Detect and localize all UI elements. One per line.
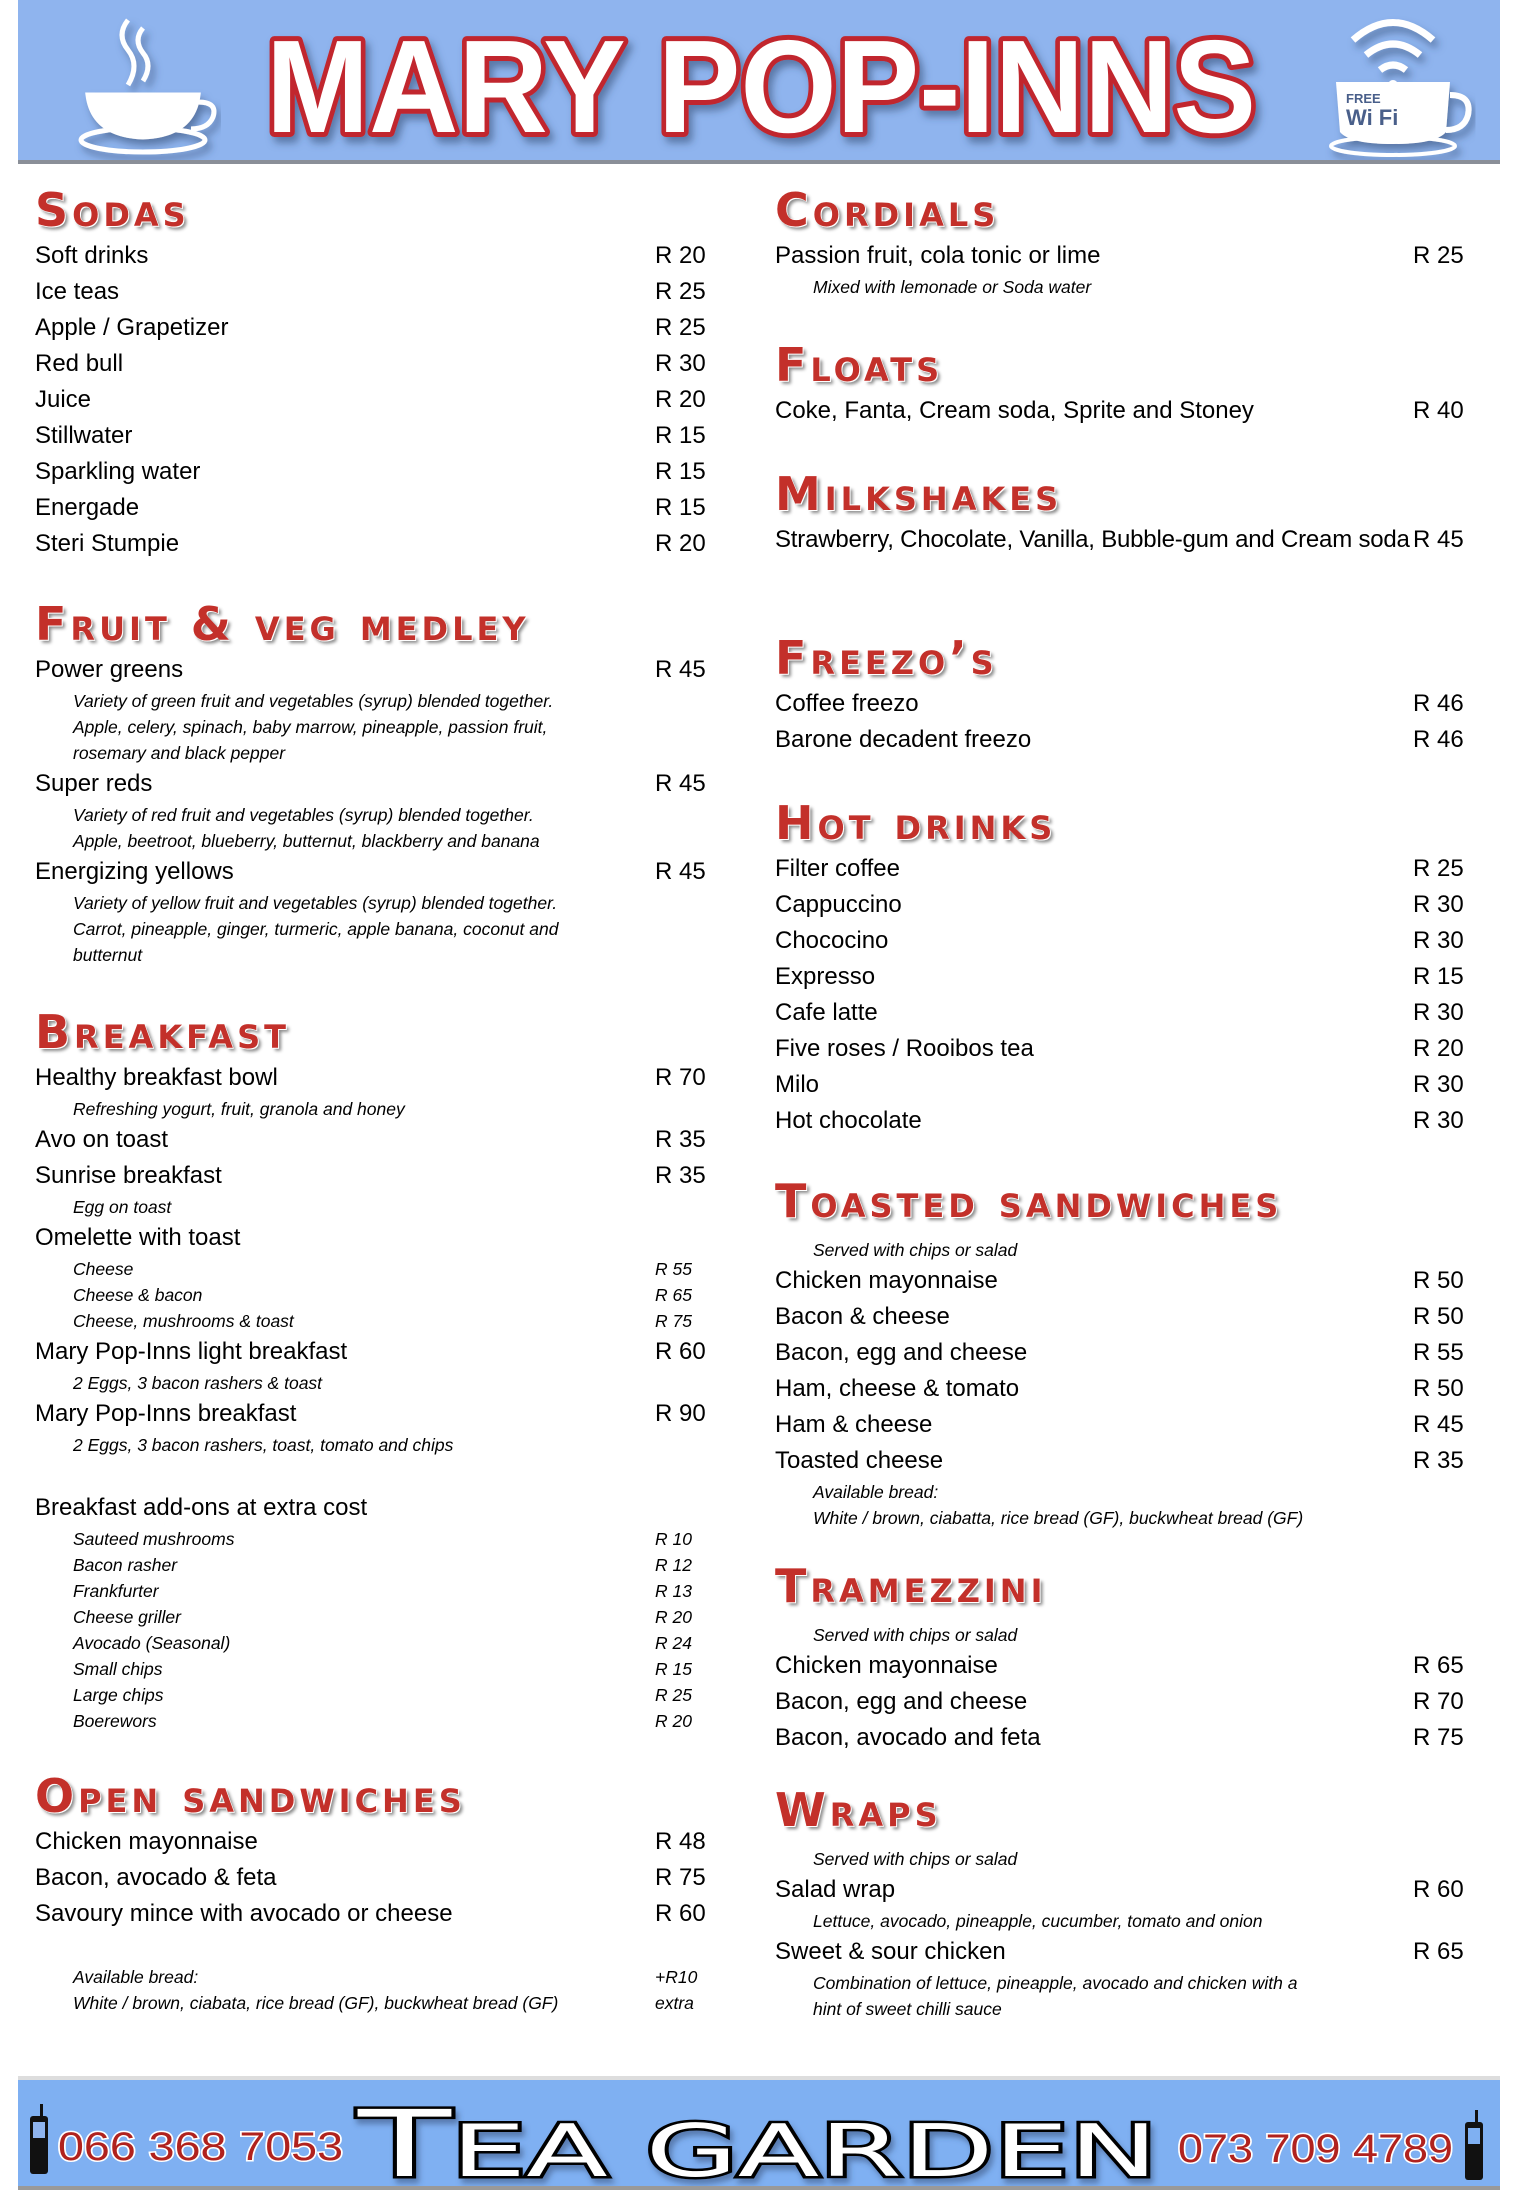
free-wifi-cup-icon (1331, 23, 1469, 156)
item-name: Energade (35, 494, 140, 521)
item-price: R 60 (655, 1900, 706, 1927)
menu-item (35, 1490, 740, 1526)
menu-item (775, 1872, 1485, 1908)
phone-number-left[interactable]: 066 368 7053 (58, 2125, 343, 2169)
item-price: R 45 (1413, 526, 1464, 553)
footer-graphic (18, 2080, 1500, 2186)
menu-item (35, 1334, 740, 1370)
menu-item (35, 526, 740, 562)
menu-item (775, 1031, 1485, 1067)
section-cordials (775, 182, 1485, 300)
item-name: Lettuce, avocado, pineapple, cucumber, tomato and onion (813, 1910, 1263, 1931)
wifi-free-label: FREE (1346, 91, 1381, 106)
item-name: White / brown, ciabata, rice bread (GF), buckwheat bread (GF) (73, 1992, 559, 2013)
menu-item (35, 310, 740, 346)
section-heading: Floats (775, 338, 944, 392)
menu-item (775, 1720, 1485, 1756)
item-name: 2 Eggs, 3 bacon rashers & toast (73, 1372, 323, 1393)
item-name: 2 Eggs, 3 bacon rashers, toast, tomato and chips (73, 1434, 454, 1455)
menu-item (775, 1648, 1485, 1684)
menu-item (775, 923, 1485, 959)
item-price: R 20 (655, 1606, 692, 1627)
item-name: Cappuccino (775, 891, 902, 918)
item-name: Egg on toast (73, 1196, 172, 1217)
menu-item (35, 490, 740, 526)
item-price: extra (655, 1992, 694, 2013)
menu-item (775, 522, 1485, 558)
item-name: Ham, cheese & tomato (775, 1375, 1020, 1402)
item-price: R 15 (655, 494, 706, 521)
menu-item (35, 346, 740, 382)
mobile-phone-icon (1465, 2110, 1483, 2180)
section-heading: Open sandwiches (35, 1769, 466, 1823)
menu-item (35, 652, 740, 688)
item-price: R 60 (655, 1338, 706, 1365)
item-price: R 75 (1413, 1724, 1464, 1751)
item-price: R 46 (1413, 690, 1464, 717)
item-price: R 20 (655, 386, 706, 413)
item-name: Omelette with toast (35, 1224, 241, 1251)
item-name: Bacon, egg and cheese (775, 1688, 1028, 1715)
menu-item-note (35, 1432, 740, 1458)
item-price: R 25 (655, 1684, 692, 1705)
item-name: Mary Pop-Inns light breakfast (35, 1338, 348, 1365)
item-name: White / brown, ciabatta, rice bread (GF), buckwheat bread (GF) (813, 1507, 1304, 1528)
menu-item-note (35, 714, 740, 740)
item-name: Available bread: (73, 1966, 199, 1987)
menu-item-note (35, 1370, 740, 1396)
section-heading: Tramezzini (775, 1559, 1047, 1613)
item-price: R 75 (655, 1864, 706, 1891)
item-name: Chococino (775, 927, 889, 954)
section-breakfast (35, 1004, 740, 1734)
item-name: Avo on toast (35, 1126, 168, 1153)
item-price: R 25 (1413, 855, 1464, 882)
item-name: Savoury mince with avocado or cheese (35, 1900, 453, 1927)
item-name: Apple, beetroot, blueberry, butternut, blackberry and banana (73, 830, 540, 851)
item-name: Breakfast add-ons at extra cost (35, 1494, 368, 1521)
item-name: Milo (775, 1071, 820, 1098)
item-name: Served with chips or salad (813, 1848, 1018, 1869)
item-name: Coke, Fanta, Cream soda, Sprite and Stoney (775, 397, 1254, 424)
section-toasted-sandwiches (775, 1173, 1485, 1531)
footer-banner (18, 2076, 1500, 2190)
item-name: Refreshing yogurt, fruit, granola and honey (73, 1098, 405, 1119)
item-price: R 70 (1413, 1688, 1464, 1715)
menu-sub-item (35, 1682, 740, 1708)
item-name: Energizing yellows (35, 858, 234, 885)
menu-item (35, 238, 740, 274)
item-price: R 15 (655, 422, 706, 449)
item-price: R 30 (1413, 927, 1464, 954)
section-sodas (35, 182, 740, 562)
item-name: Bacon, avocado & feta (35, 1864, 277, 1891)
item-name: Boerewors (73, 1710, 157, 1731)
menu-item (775, 851, 1485, 887)
item-name: Apple / Grapetizer (35, 314, 229, 341)
item-name: Red bull (35, 350, 124, 377)
menu-item-note (35, 942, 740, 968)
item-name: Five roses / Rooibos tea (775, 1035, 1034, 1062)
item-price: R 70 (655, 1064, 706, 1091)
menu-item (775, 393, 1485, 429)
menu-item (775, 1103, 1485, 1139)
item-name: Sauteed mushrooms (73, 1528, 235, 1549)
item-price: R 55 (1413, 1339, 1464, 1366)
item-name: Coffee freezo (775, 690, 919, 717)
item-name: Steri Stumpie (35, 530, 180, 557)
menu-sub-item (35, 1308, 740, 1334)
phone-number-right[interactable]: 073 709 4789 (1178, 2127, 1453, 2171)
menu-item-note (35, 828, 740, 854)
menu-sub-item (35, 1604, 740, 1630)
item-name: Served with chips or salad (813, 1239, 1018, 1260)
item-name: Cafe latte (775, 999, 878, 1026)
item-name: Bacon & cheese (775, 1303, 950, 1330)
item-name: Filter coffee (775, 855, 900, 882)
menu-item (35, 1060, 740, 1096)
item-name: Healthy breakfast bowl (35, 1064, 278, 1091)
item-price: R 50 (1413, 1303, 1464, 1330)
item-name: Toasted cheese (775, 1447, 944, 1474)
menu-item-note (35, 688, 740, 714)
item-price: R 75 (655, 1310, 692, 1331)
menu-item-note (35, 802, 740, 828)
item-price: R 35 (655, 1126, 706, 1153)
menu-item-note (35, 1194, 740, 1220)
coffee-cup-icon (81, 20, 214, 152)
item-name: hint of sweet chilli sauce (813, 1998, 1002, 2019)
item-price: R 48 (655, 1828, 706, 1855)
menu-item (775, 959, 1485, 995)
item-name: Salad wrap (775, 1876, 896, 1903)
item-name: Cheese griller (73, 1606, 181, 1627)
item-price: R 40 (1413, 397, 1464, 424)
menu-item (35, 1860, 740, 1896)
menu-item (35, 766, 740, 802)
item-name: Small chips (73, 1658, 163, 1679)
item-name: Mary Pop-Inns breakfast (35, 1400, 297, 1427)
section-heading: Breakfast (35, 1005, 290, 1059)
menu-sub-item (35, 1578, 740, 1604)
item-name: Ice teas (35, 278, 120, 305)
menu-item-note (775, 1908, 1485, 1934)
item-name: Sunrise breakfast (35, 1162, 222, 1189)
item-price: R 45 (655, 858, 706, 885)
mobile-phone-icon (30, 2104, 48, 2174)
item-price: R 65 (1413, 1938, 1464, 1965)
item-price: R 10 (655, 1528, 692, 1549)
menu-item (775, 1407, 1485, 1443)
item-name: Cheese & bacon (73, 1284, 203, 1305)
item-name: Avocado (Seasonal) (73, 1632, 231, 1653)
item-name: Stillwater (35, 422, 133, 449)
section-open-sandwiches (35, 1768, 740, 2016)
menu-item-note (775, 1970, 1485, 1996)
item-name: Bacon, egg and cheese (775, 1339, 1028, 1366)
item-name: Cheese, mushrooms & toast (73, 1310, 294, 1331)
menu-item-note (35, 916, 740, 942)
menu-item (35, 1158, 740, 1194)
section-heading: Wraps (775, 1783, 942, 1837)
item-name: Chicken mayonnaise (775, 1652, 998, 1679)
menu-item (775, 887, 1485, 923)
item-name: Chicken mayonnaise (775, 1267, 998, 1294)
item-price: R 35 (655, 1162, 706, 1189)
menu-item-note (35, 740, 740, 766)
menu-sub-item (35, 1552, 740, 1578)
section-heading: Toasted sandwiches (775, 1174, 1283, 1228)
item-name: Super reds (35, 770, 153, 797)
menu-item (775, 1443, 1485, 1479)
section-heading: Freezo’s (775, 631, 998, 685)
item-name: Bacon rasher (73, 1554, 178, 1575)
item-name: Variety of yellow fruit and vegetables (syrup) blended together. (73, 892, 558, 913)
item-name: Available bread: (813, 1481, 939, 1502)
menu-item (775, 686, 1485, 722)
menu-item-note (775, 1622, 1485, 1648)
tea-garden-title-initial: T (358, 2091, 415, 2186)
item-price: R 65 (1413, 1652, 1464, 1679)
item-name: Passion fruit, cola tonic or lime (775, 242, 1101, 269)
item-price: R 13 (655, 1580, 692, 1601)
menu-item (35, 1896, 740, 1932)
menu-item (35, 1824, 740, 1860)
section-fruit-veg-medley (35, 596, 740, 968)
item-name: Expresso (775, 963, 876, 990)
wifi-label: Wi Fi (1346, 105, 1399, 130)
item-price: R 25 (1413, 242, 1464, 269)
menu-item (35, 1220, 740, 1256)
item-price: +R10 (655, 1966, 698, 1987)
item-name: Hot chocolate (775, 1107, 922, 1134)
menu-item (775, 995, 1485, 1031)
menu-sub-item (35, 1630, 740, 1656)
menu-sub-item (35, 1256, 740, 1282)
section-heading: Sodas (35, 183, 190, 237)
restaurant-title: MARY POP-INNS (266, 13, 1256, 160)
item-name: Soft drinks (35, 242, 149, 269)
item-price: R 25 (655, 314, 706, 341)
menu-item (775, 722, 1485, 758)
menu-item (775, 238, 1485, 274)
menu-item-note (775, 1237, 1485, 1263)
tea-garden-title-rest: EA GARDEN (450, 2109, 879, 2186)
item-price: R 30 (1413, 1107, 1464, 1134)
item-name: Barone decadent freezo (775, 726, 1032, 753)
item-price: R 55 (655, 1258, 692, 1279)
item-name: Chicken mayonnaise (35, 1828, 258, 1855)
section-hot-drinks (775, 795, 1485, 1139)
item-name: rosemary and black pepper (73, 742, 286, 763)
section-wraps (775, 1782, 1485, 2022)
item-name: Frankfurter (73, 1580, 159, 1601)
item-price: R 12 (655, 1554, 692, 1575)
item-name: Juice (35, 386, 92, 413)
item-price: R 15 (655, 1658, 692, 1679)
section-floats (775, 337, 1485, 429)
item-price: R 45 (1413, 1411, 1464, 1438)
menu-item (775, 1684, 1485, 1720)
item-name: Combination of lettuce, pineapple, avocado and chicken with a (813, 1972, 1298, 1993)
menu-item (775, 1934, 1485, 1970)
item-price: R 50 (1413, 1267, 1464, 1294)
item-price: R 30 (1413, 999, 1464, 1026)
menu-item-note (775, 1996, 1485, 2022)
item-price: R 45 (655, 770, 706, 797)
item-price: R 65 (655, 1284, 692, 1305)
item-price: R 15 (1413, 963, 1464, 990)
item-price: R 60 (1413, 1876, 1464, 1903)
tea-garden-title (356, 2091, 1158, 2186)
menu-sub-item (35, 1656, 740, 1682)
header-banner (18, 0, 1500, 164)
menu-sub-item (35, 1708, 740, 1734)
header-graphic (18, 0, 1500, 160)
item-name: Carrot, pineapple, ginger, turmeric, apple banana, coconut and (73, 918, 559, 939)
item-price: R 50 (1413, 1375, 1464, 1402)
menu-item (775, 1067, 1485, 1103)
item-price: R 90 (655, 1400, 706, 1427)
menu-item (775, 1335, 1485, 1371)
item-name: Apple, celery, spinach, baby marrow, pineapple, passion fruit, (73, 716, 548, 737)
section-milkshakes (775, 466, 1485, 558)
section-tramezzini (775, 1558, 1485, 1756)
item-name: Variety of red fruit and vegetables (syrup) blended together. (73, 804, 534, 825)
menu-item-note (35, 1096, 740, 1122)
menu-sub-item (35, 1964, 740, 1990)
item-name: Bacon, avocado and feta (775, 1724, 1041, 1751)
menu-item (35, 382, 740, 418)
menu-item-note (775, 1479, 1485, 1505)
section-heading: Hot drinks (775, 796, 1057, 850)
item-price: R 25 (655, 278, 706, 305)
item-name: Sparkling water (35, 458, 201, 485)
section-heading: Fruit & veg medley (35, 597, 530, 651)
item-price: R 24 (655, 1632, 692, 1653)
menu-item (35, 1122, 740, 1158)
menu-item (35, 274, 740, 310)
item-name: Sweet & sour chicken (775, 1938, 1006, 1965)
item-name: Mixed with lemonade or Soda water (813, 276, 1092, 297)
item-price: R 20 (655, 530, 706, 557)
menu-sub-item (35, 1282, 740, 1308)
item-name: Served with chips or salad (813, 1624, 1018, 1645)
item-price: R 20 (655, 1710, 692, 1731)
item-price: R 20 (1413, 1035, 1464, 1062)
item-price: R 46 (1413, 726, 1464, 753)
menu-item-note (35, 890, 740, 916)
section-heading: Milkshakes (775, 467, 1063, 521)
item-name: Ham & cheese (775, 1411, 933, 1438)
menu-sub-item (35, 1526, 740, 1552)
section-freezo-s (775, 630, 1485, 758)
item-name: Strawberry, Chocolate, Vanilla, Bubble-gum and Cream soda (775, 526, 1410, 553)
item-price: R 30 (655, 350, 706, 377)
item-price: R 15 (655, 458, 706, 485)
menu-item (35, 454, 740, 490)
item-name: Power greens (35, 656, 184, 683)
menu-item-note (775, 274, 1485, 300)
menu-item-note (775, 1505, 1485, 1531)
menu-item (775, 1371, 1485, 1407)
item-name: Variety of green fruit and vegetables (syrup) blended together. (73, 690, 554, 711)
menu-item (35, 418, 740, 454)
item-name: Cheese (73, 1258, 134, 1279)
menu-item (35, 1396, 740, 1432)
item-price: R 30 (1413, 891, 1464, 918)
menu-item (775, 1299, 1485, 1335)
item-name: Large chips (73, 1684, 164, 1705)
item-price: R 45 (655, 656, 706, 683)
menu-sub-item (35, 1990, 740, 2016)
item-price: R 35 (1413, 1447, 1464, 1474)
menu-item-note (775, 1846, 1485, 1872)
section-heading: Cordials (775, 183, 1000, 237)
item-name: butternut (73, 944, 143, 965)
menu-item (775, 1263, 1485, 1299)
menu-item (35, 854, 740, 890)
item-price: R 20 (655, 242, 706, 269)
item-price: R 30 (1413, 1071, 1464, 1098)
